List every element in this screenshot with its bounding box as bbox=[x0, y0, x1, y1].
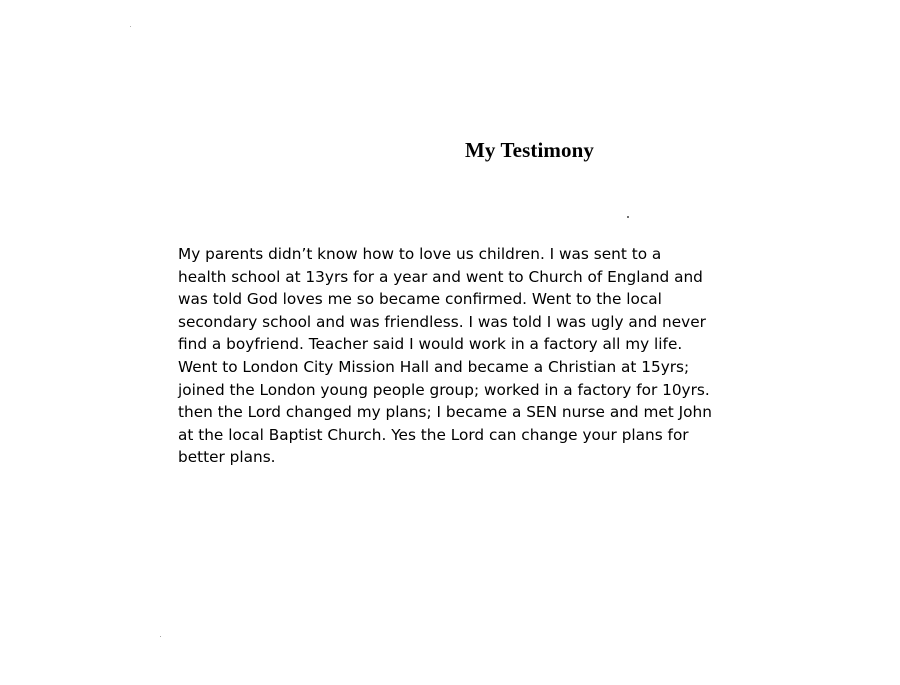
paragraph-line: was told God loves me so became confirmed. Went to the local bbox=[178, 290, 662, 309]
paragraph-line: better plans. bbox=[178, 448, 276, 467]
scan-speck bbox=[160, 636, 161, 637]
paragraph-line: health school at 13yrs for a year and went to Church of England and bbox=[178, 267, 703, 286]
page-title: My Testimony bbox=[465, 138, 594, 162]
scan-speck bbox=[627, 216, 629, 218]
paragraph-line: Went to London City Mission Hall and became a Christian at 15yrs; bbox=[178, 357, 690, 376]
scan-speck bbox=[130, 26, 131, 27]
paragraph-line: secondary school and was friendless. I was told I was ugly and never bbox=[178, 312, 706, 331]
paragraph-line: then the Lord changed my plans; I became a SEN nurse and met John bbox=[178, 403, 712, 422]
paragraph-line: joined the London young people group; worked in a factory for 10yrs. bbox=[178, 380, 710, 399]
paragraph-line: at the local Baptist Church. Yes the Lord can change your plans for bbox=[178, 425, 689, 444]
testimony-paragraph bbox=[178, 243, 878, 469]
paragraph-line: find a boyfriend. Teacher said I would work in a factory all my life. bbox=[178, 335, 683, 354]
paragraph-line: My parents didn’t know how to love us children. I was sent to a bbox=[178, 245, 662, 263]
